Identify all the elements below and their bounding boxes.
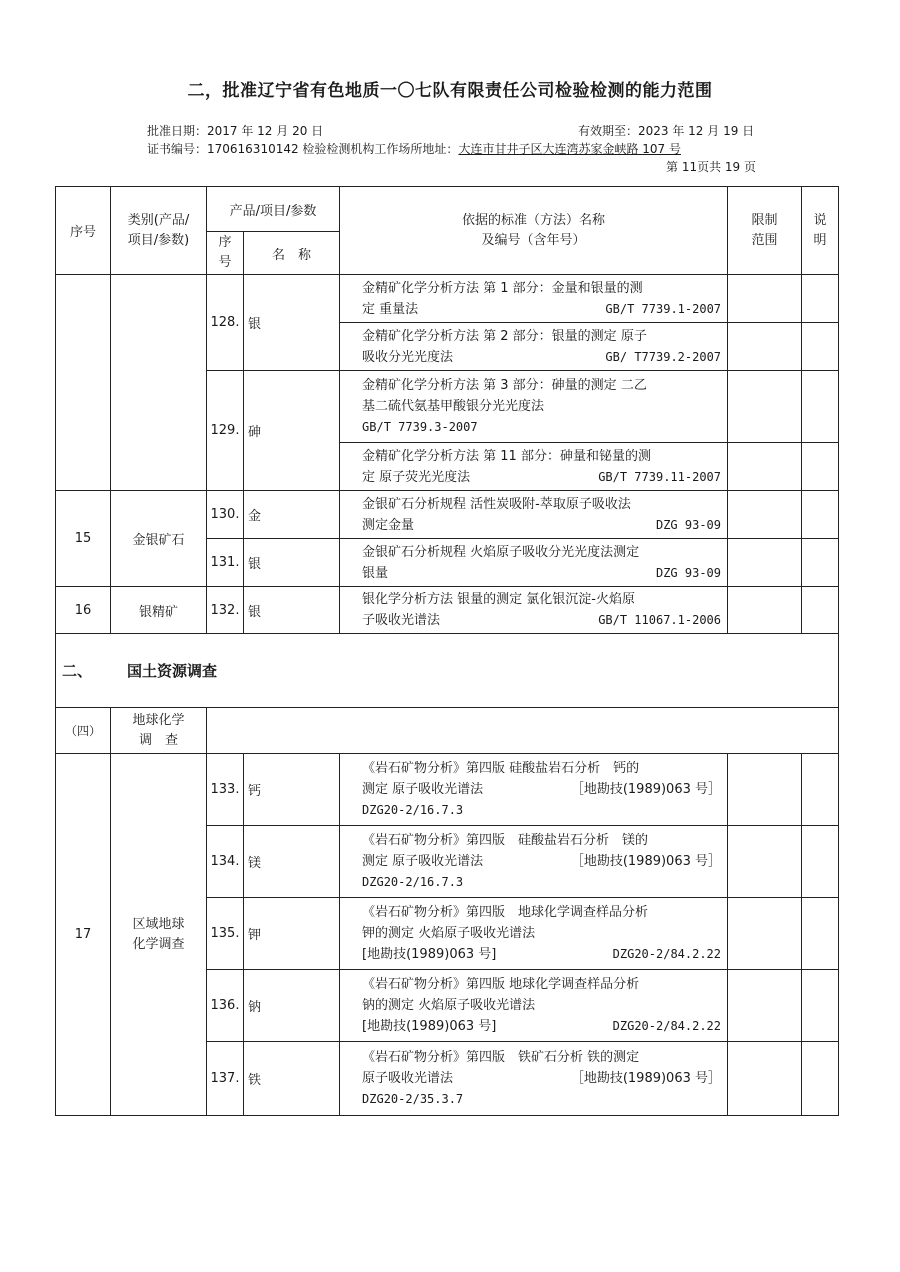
- group-seq: 15: [56, 491, 111, 587]
- standard-ref: [地勘技(1989)063 号]: [362, 1019, 497, 1034]
- note-cell: [802, 587, 839, 634]
- standard-text: 钠的测定 火焰原子吸收光谱法: [362, 998, 536, 1013]
- standard-text: 定 重量法: [362, 301, 419, 317]
- item-no: 131.: [207, 539, 244, 587]
- table-row: [56, 491, 839, 539]
- limit-cell: [728, 491, 802, 539]
- group-category-line1: 区域地球: [132, 916, 185, 932]
- standard-cell: [340, 826, 728, 898]
- standard-text: 《岩石矿物分析》第四版 地球化学调查样品分析: [362, 977, 640, 992]
- header-note-line1: 说: [813, 212, 827, 228]
- note-cell: [802, 754, 839, 826]
- section-heading: [56, 634, 839, 708]
- limit-cell: [728, 898, 802, 970]
- valid-until: 有效期至：2023 年 12 月 19 日: [578, 124, 755, 138]
- certificate-line: [147, 140, 681, 157]
- category-cell-empty: [111, 275, 207, 491]
- note-cell: [802, 826, 839, 898]
- header-category-line2: 项目/参数): [127, 232, 190, 248]
- header-category: [111, 187, 207, 275]
- item-no: 136.: [207, 970, 244, 1042]
- table-row: [56, 754, 839, 826]
- item-name: 铁: [244, 1042, 340, 1116]
- header-product: 产品/项目/参数: [207, 187, 340, 232]
- note-cell: [802, 275, 839, 323]
- standard-text: 金精矿化学分析方法 第 11 部分：砷量和铋量的测: [362, 448, 651, 464]
- page-title: 二，批准辽宁省有色地质一〇七队有限责任公司检验检测的能力范围: [187, 81, 713, 101]
- limit-cell: [728, 754, 802, 826]
- header-standard: [340, 187, 728, 275]
- note-cell: [802, 539, 839, 587]
- standard-text: 吸收分光光度法: [362, 349, 454, 365]
- standard-text: 银量: [362, 565, 389, 581]
- section-row: [56, 634, 839, 708]
- item-no: 133.: [207, 754, 244, 826]
- group-category: [111, 754, 207, 1116]
- item-no: 135.: [207, 898, 244, 970]
- certificate-number: 证书编号：170616310142 检验检测机构工作场所地址：: [147, 142, 459, 156]
- note-cell: [802, 443, 839, 491]
- standard-code: GB/T 7739.3-2007: [362, 420, 478, 434]
- standard-text: 原子吸收光谱法: [362, 1071, 454, 1086]
- item-name: 银: [244, 587, 340, 634]
- standard-cell: [340, 443, 728, 491]
- header-note: [802, 187, 839, 275]
- subsection-row: [56, 708, 839, 754]
- header-standard-line2: 及编号（含年号）: [481, 232, 586, 248]
- standard-ref: ［地勘技(1989)063 号］: [570, 782, 722, 797]
- note-cell: [802, 898, 839, 970]
- standard-code: GB/ T7739.2-2007: [605, 349, 722, 364]
- standard-code: DZG20-2/16.7.3: [362, 803, 464, 817]
- note-cell: [802, 371, 839, 443]
- standard-cell: [340, 275, 728, 323]
- standard-text: 《岩石矿物分析》第四版 地球化学调查样品分析: [362, 905, 649, 920]
- standard-code: GB/T 7739.1-2007: [605, 301, 722, 316]
- limit-cell: [728, 587, 802, 634]
- group-seq: 16: [56, 587, 111, 634]
- table-row: [56, 587, 839, 634]
- standard-text: 《岩石矿物分析》第四版 硅酸盐岩石分析 钙的: [362, 761, 640, 776]
- item-name: 钾: [244, 898, 340, 970]
- standard-text: 《岩石矿物分析》第四版 铁矿石分析 铁的测定: [362, 1050, 640, 1065]
- header-name: 名 称: [244, 232, 340, 275]
- header-limit-line2: 范围: [751, 232, 778, 248]
- table-row: [56, 275, 839, 323]
- item-name: 钙: [244, 754, 340, 826]
- header-limit: [728, 187, 802, 275]
- item-no: 134.: [207, 826, 244, 898]
- standard-text: 测定 原子吸收光谱法: [362, 782, 484, 797]
- limit-cell: [728, 539, 802, 587]
- standard-text: 金银矿石分析规程 活性炭吸附-萃取原子吸收法: [362, 496, 631, 512]
- limit-cell: [728, 970, 802, 1042]
- header-limit-line1: 限制: [751, 212, 778, 228]
- standard-text: 钾的测定 火焰原子吸收光谱法: [362, 926, 536, 941]
- item-name: 银: [244, 275, 340, 371]
- standard-code: GB/T 7739.11-2007: [598, 469, 722, 484]
- item-no: 128.: [207, 275, 244, 371]
- standard-ref: ［地勘技(1989)063 号］: [570, 854, 722, 869]
- standard-text: 《岩石矿物分析》第四版 硅酸盐岩石分析 镁的: [362, 833, 649, 848]
- item-no: 137.: [207, 1042, 244, 1116]
- group-category: 银精矿: [111, 587, 207, 634]
- standard-code: DZG 93-09: [655, 565, 722, 580]
- standard-code: GB/T 11067.1-2006: [598, 613, 722, 627]
- limit-cell: [728, 1042, 802, 1116]
- header-note-line2: 明: [813, 232, 827, 248]
- seq-cell-empty: [56, 275, 111, 491]
- standard-text: 金精矿化学分析方法 第 2 部分：银量的测定 原子: [362, 328, 647, 344]
- item-no: 130.: [207, 491, 244, 539]
- item-name: 银: [244, 539, 340, 587]
- standard-text: 金精矿化学分析方法 第 3 部分：砷量的测定 二乙: [362, 378, 647, 393]
- section-label: 国土资源调查: [127, 662, 218, 680]
- standard-code: DZG20-2/16.7.3: [362, 875, 464, 889]
- page-number: 第 11页共 19 页: [666, 160, 756, 174]
- item-name: 镁: [244, 826, 340, 898]
- standard-code: DZG20-2/35.3.7: [362, 1092, 464, 1106]
- header-sub-seq: [207, 232, 244, 275]
- standard-text: 银化学分析方法 银量的测定 氯化银沉淀-火焰原: [362, 592, 635, 607]
- standard-text: 金银矿石分析规程 火焰原子吸收分光光度法测定: [362, 544, 640, 560]
- item-name: 金: [244, 491, 340, 539]
- standard-text: 测定 原子吸收光谱法: [362, 854, 484, 869]
- header-standard-line1: 依据的标准（方法）名称: [462, 212, 606, 228]
- header-category-line1: 类别(产品/: [127, 212, 190, 228]
- subsection-label-line2: 调 查: [138, 732, 178, 748]
- standard-cell: [340, 491, 728, 539]
- limit-cell: [728, 826, 802, 898]
- subsection-empty: [207, 708, 839, 754]
- header-sub-seq-line2: 号: [218, 255, 232, 270]
- note-cell: [802, 491, 839, 539]
- note-cell: [802, 1042, 839, 1116]
- limit-cell: [728, 275, 802, 323]
- note-cell: [802, 970, 839, 1042]
- limit-cell: [728, 443, 802, 491]
- standard-ref: ［地勘技(1989)063 号］: [570, 1071, 722, 1086]
- subsection-number: （四）: [56, 708, 111, 754]
- standard-text: 金精矿化学分析方法 第 1 部分：金量和银量的测: [362, 280, 643, 296]
- table-header-row: [56, 187, 839, 232]
- standard-code: DZG 93-09: [655, 517, 722, 532]
- item-no: 132.: [207, 587, 244, 634]
- standard-cell: [340, 754, 728, 826]
- item-name: 砷: [244, 371, 340, 491]
- item-name: 钠: [244, 970, 340, 1042]
- standard-code: DZG20-2/84.2.22: [612, 947, 722, 961]
- subsection-label: [111, 708, 207, 754]
- standard-text: 基二硫代氨基甲酸银分光光度法: [362, 399, 545, 414]
- standard-cell: [340, 970, 728, 1042]
- limit-cell: [728, 323, 802, 371]
- group-seq: 17: [56, 754, 111, 1116]
- section-number: 二、: [62, 662, 93, 680]
- header-sub-seq-line1: 序: [218, 235, 232, 250]
- standard-cell: [340, 539, 728, 587]
- group-category: 金银矿石: [111, 491, 207, 587]
- lab-address: 大连市甘井子区大连湾苏家金峡路 107 号: [458, 142, 681, 156]
- header-seq: 序号: [56, 187, 111, 275]
- group-category-line2: 化学调查: [132, 936, 185, 952]
- item-no: 129.: [207, 371, 244, 491]
- standard-cell: [340, 587, 728, 634]
- subsection-label-line1: 地球化学: [132, 712, 185, 728]
- limit-cell: [728, 371, 802, 443]
- standard-cell: [340, 1042, 728, 1116]
- standard-ref: [地勘技(1989)063 号]: [362, 947, 497, 962]
- standard-text: 测定金量: [362, 517, 415, 533]
- standard-text: 子吸收光谱法: [362, 613, 441, 628]
- approve-date: 批准日期：2017 年 12 月 20 日: [147, 124, 324, 138]
- capability-table: [55, 186, 839, 1116]
- standard-cell: [340, 371, 728, 443]
- standard-cell: [340, 898, 728, 970]
- standard-text: 定 原子荧光光度法: [362, 469, 471, 485]
- standard-cell: [340, 323, 728, 371]
- note-cell: [802, 323, 839, 371]
- standard-code: DZG20-2/84.2.22: [612, 1019, 722, 1033]
